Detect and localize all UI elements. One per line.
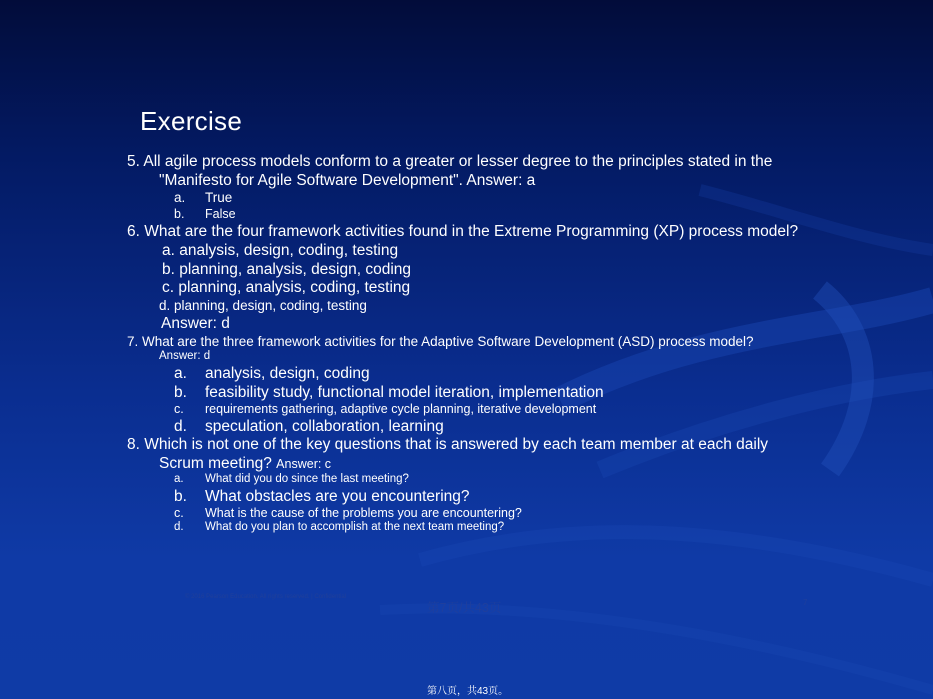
q6-text-line1: 6. What are the four framework activities found in the Extreme Programming (XP) process model? <box>127 223 799 240</box>
q6-option-b: b. planning, analysis, design, coding <box>162 261 412 278</box>
q8-answer: Answer: c <box>276 457 332 471</box>
option-marker: d. <box>174 521 184 533</box>
q7-text-line1: 7. What are the three framework activities for the Adaptive Software Development (ASD) process model? <box>127 334 754 349</box>
q7-option-b <box>174 384 604 402</box>
q7-option-c <box>174 402 596 416</box>
q8-option-a <box>174 473 409 485</box>
q5-text-line2: "Manifesto for Agile Software Development". Answer: a <box>159 172 536 189</box>
q6-option-c: c. planning, analysis, coding, testing <box>162 279 411 296</box>
option-text: What did you do since the last meeting? <box>205 473 409 485</box>
option-marker: b. <box>174 207 185 221</box>
option-text: requirements gathering, adaptive cycle planning, iterative development <box>205 402 597 416</box>
q6-option-d: d. planning, design, coding, testing <box>159 298 367 313</box>
option-marker: b. <box>174 384 187 401</box>
option-marker: a. <box>174 473 184 485</box>
q7-answer: Answer: d <box>159 350 211 362</box>
option-text: analysis, design, coding <box>205 365 370 382</box>
slide-title: Exercise <box>140 106 243 136</box>
footer-slide-number: 7 <box>803 598 808 607</box>
option-marker: a. <box>174 190 186 205</box>
footer-bottom-label: 第八页，共43页。 <box>427 686 509 697</box>
option-text: What do you plan to accomplish at the next team meeting? <box>205 521 505 533</box>
option-text: feasibility study, functional model iteration, implementation <box>205 384 604 401</box>
option-marker: b. <box>174 488 187 505</box>
option-marker: c. <box>174 506 184 520</box>
q8-option-d <box>174 521 504 533</box>
q5-text-line1: 5. All agile process models conform to a greater or lesser degree to the principles stated in the <box>127 153 773 170</box>
q5-option-a <box>174 190 232 205</box>
q8-text-line1: 8. Which is not one of the key questions that is answered by each team member at each daily <box>127 436 769 453</box>
option-marker: c. <box>174 402 184 416</box>
option-text: False <box>205 207 236 221</box>
footer-page-label: 第7页/共43页 <box>427 601 502 615</box>
q5-option-b <box>174 207 236 221</box>
q7-option-a <box>174 365 370 383</box>
option-text: True <box>205 190 233 205</box>
q6-answer: Answer: d <box>161 315 230 332</box>
q7-option-d <box>174 418 444 436</box>
option-marker: d. <box>174 418 187 435</box>
q6-option-a: a. analysis, design, coding, testing <box>162 242 399 259</box>
footer-copyright: © 2016 Pearson Education. All rights reserved. | Confidential <box>185 594 347 600</box>
q8-text-line2 <box>159 455 331 473</box>
q8-option-c <box>174 506 522 520</box>
option-text: What obstacles are you encountering? <box>205 488 470 505</box>
option-marker: a. <box>174 365 187 382</box>
option-text: What is the cause of the problems you are encountering? <box>205 506 522 520</box>
option-text: speculation, collaboration, learning <box>205 418 444 435</box>
q8-option-b <box>174 488 470 506</box>
q8-line2-text: Scrum meeting? <box>159 455 272 472</box>
